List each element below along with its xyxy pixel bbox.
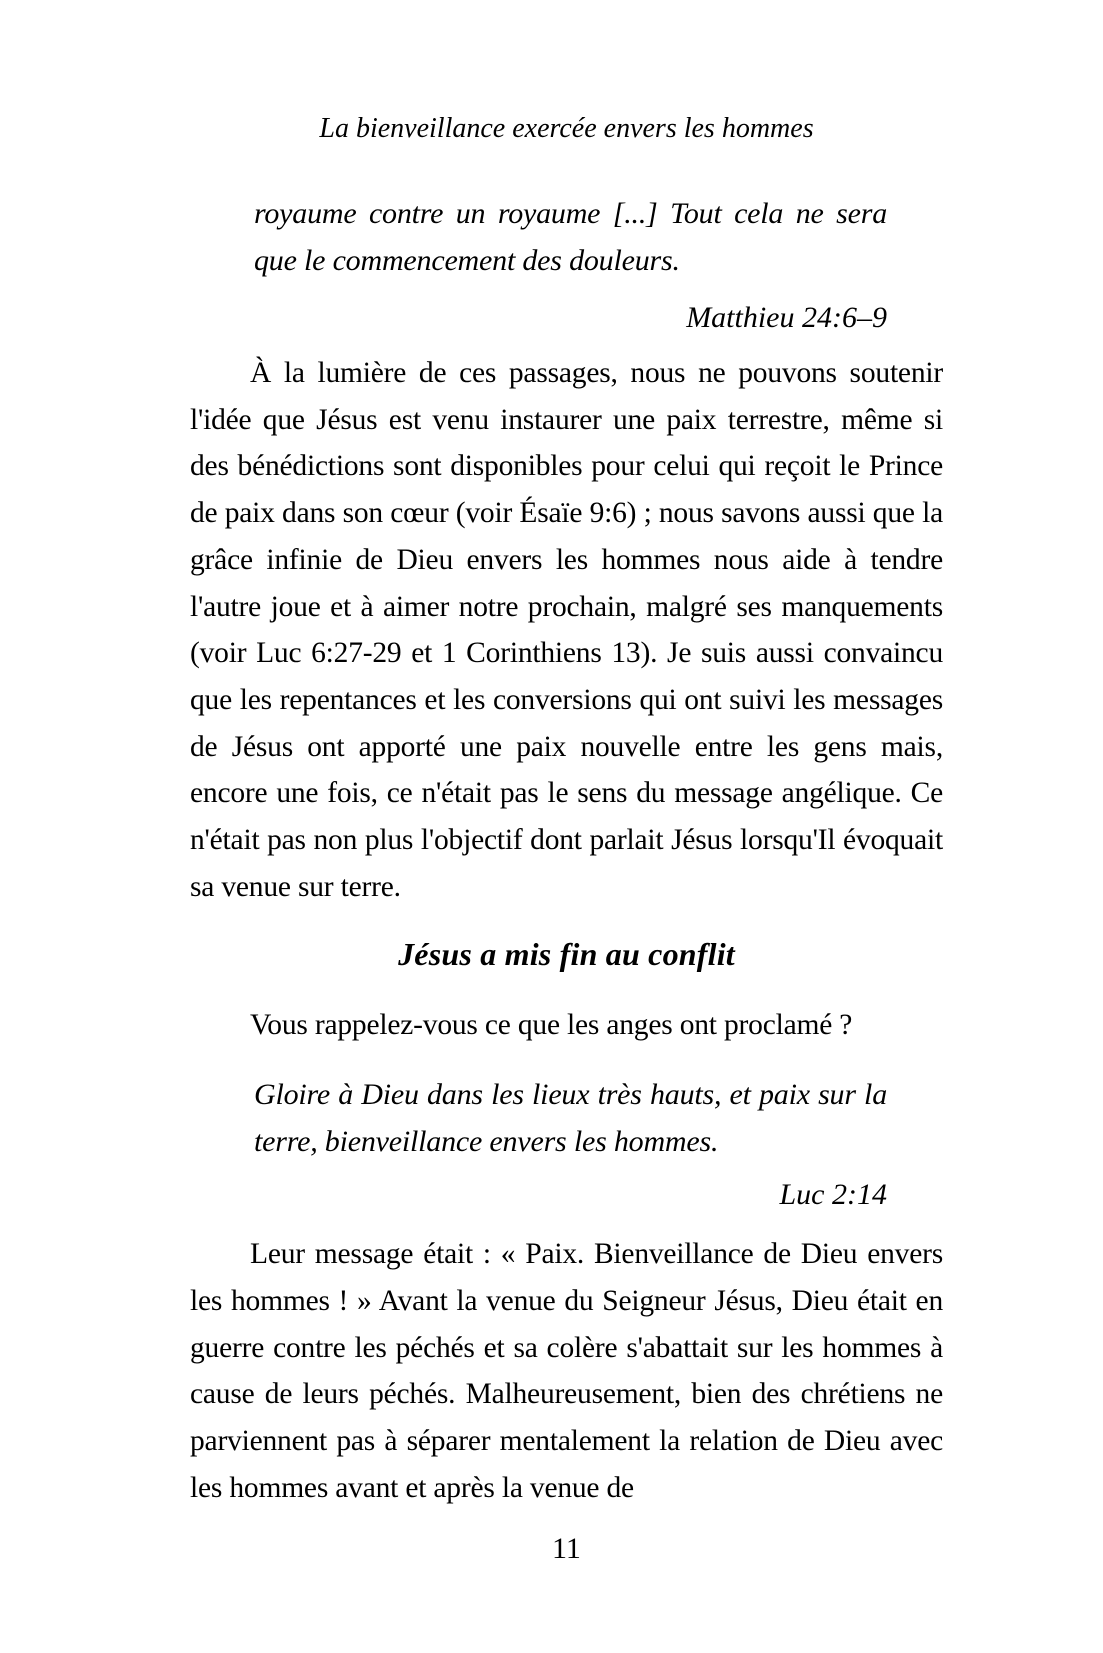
body-paragraph-1: À la lumière de ces passages, nous ne pouvons soutenir l'idée que Jésus est venu instaurer une paix terrestre, même si des bénédictions sont disponibles pour celui qui reçoit le Prince de paix dans son cœur (voir Ésaïe 9:6) ; nous savons aussi que la grâce infinie de Dieu envers les hommes nous aide à tendre l'autre joue et à aimer notre prochain, malgré ses manquements (voir Luc 6:27-29 et 1 Corinthiens 13). Je suis aussi convaincu que les repentances et les conversions qui ont suivi les messages de Jésus ont apporté une paix nouvelle entre les gens mais, encore une fois, ce n'était pas le sens du message angélique. Ce n'était pas non plus l'objectif dont parlait Jésus lorsqu'Il évoquait sa venue sur terre. bbox=[190, 357, 943, 903]
section-heading: Jésus a mis fin au conflit bbox=[398, 936, 735, 973]
page-number: 11 bbox=[552, 1532, 581, 1566]
text-block bbox=[190, 112, 943, 1567]
scripture-quote-matthieu: royaume contre un royaume [...] Tout cela ne sera que le commencement des douleurs. bbox=[254, 197, 887, 277]
scripture-reference-luc: Luc 2:14 bbox=[779, 1178, 887, 1212]
scripture-reference-matthieu: Matthieu 24:6–9 bbox=[686, 301, 887, 334]
scripture-quote-luc: Gloire à Dieu dans les lieux très hauts, et paix sur la terre, bienveillance envers les hommes. bbox=[254, 1078, 887, 1159]
body-paragraph-2: Vous rappelez-vous ce que les anges ont proclamé ? bbox=[250, 1009, 853, 1042]
body-paragraph-3: Leur message était : « Paix. Bienveillance de Dieu envers les hommes ! » Avant la venue du Seigneur Jésus, Dieu était en guerre contre les péchés et sa colère s'abattait sur les hommes à cause de leurs péchés. Malheureusement, bien des chrétiens ne parviennent pas à séparer mentalement la relation de Dieu avec les hommes avant et après la venue de bbox=[190, 1238, 943, 1504]
running-head: La bienveillance exercée envers les hommes bbox=[319, 113, 814, 144]
